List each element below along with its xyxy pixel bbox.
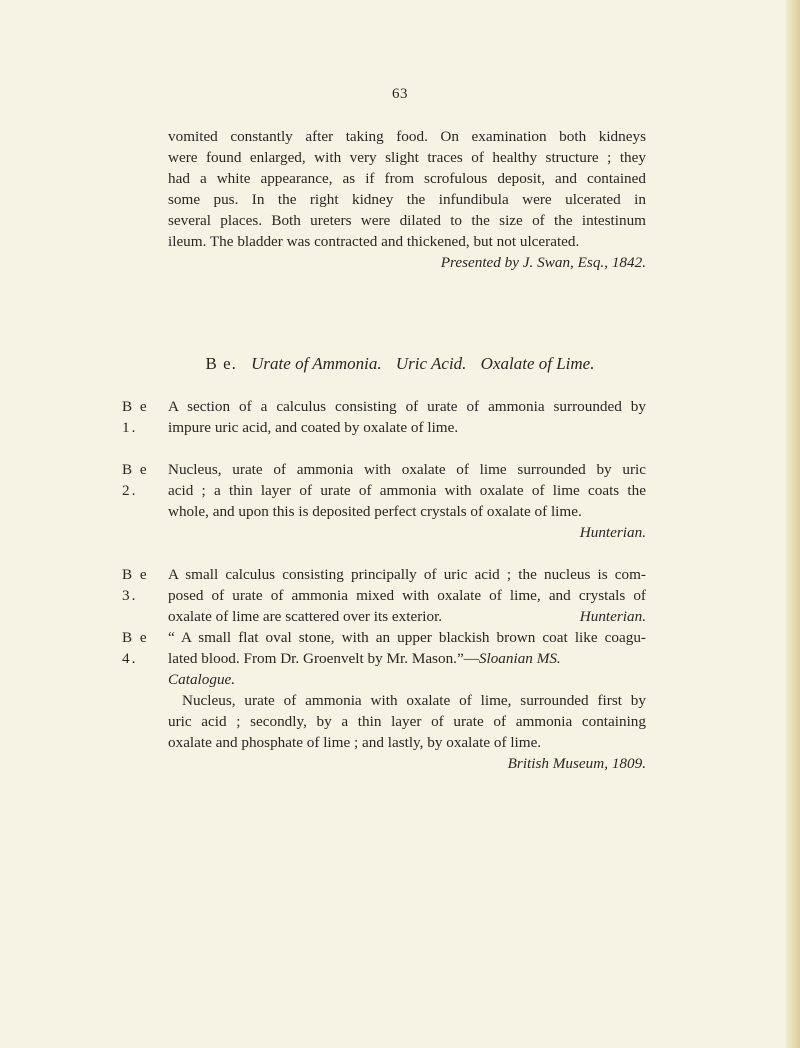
entry-line: posed of urate of ammonia mixed with oxalate of lime, and crystals of [168, 587, 646, 604]
entry-line: whole, and upon this is deposited perfect crystals of oxalate of lime. [168, 503, 582, 520]
catalogue-entry-be1 [122, 396, 646, 438]
intro-line: had a white appearance, as if from scrofulous deposit, and contained [168, 170, 646, 187]
entry-quote-text: lated blood. From Dr. Groenvelt by Mr. Mason.”— [168, 650, 479, 667]
section-heading [0, 353, 800, 375]
intro-line: vomited constantly after taking food. On examination both kidneys [168, 128, 646, 145]
entry-line: oxalate and phosphate of lime ; and lastly, by oxalate of lime. [168, 734, 542, 751]
entry-line: impure uric acid, and coated by oxalate of lime. [168, 419, 459, 436]
entry-source: Hunterian. [579, 608, 646, 625]
intro-attribution: Presented by J. Swan, Esq., 1842. [440, 254, 646, 271]
intro-paragraph [168, 126, 646, 273]
entry-line: “ A small flat oval stone, with an upper blackish brown coat like coagu- [168, 629, 646, 646]
intro-line: several places. Both ureters were dilated to the size of the intestinum [168, 212, 646, 229]
entry-line: acid ; a thin layer of urate of ammonia with oxalate of lime coats the [168, 482, 646, 499]
intro-line: some pus. In the right kidney the infundibula were ulcerated in [168, 191, 646, 208]
section-title-oxalate: Oxalate of Lime. [480, 354, 595, 373]
section-prefix: B e. [205, 354, 237, 373]
entry-text [168, 396, 646, 438]
entry-last-line [168, 606, 646, 627]
catalogue-entry-be2 [122, 459, 646, 543]
intro-line: were found enlarged, with very slight traces of healthy structure ; they [168, 149, 646, 166]
section-title-uric: Uric Acid. [395, 354, 467, 373]
section-title-urate: Urate of Ammonia. [251, 354, 382, 373]
entry-code: B e 3. [122, 566, 149, 604]
entry-quote-source: Sloanian MS. [478, 650, 561, 667]
entry-text [168, 627, 646, 774]
entry-line: Nucleus, urate of ammonia with oxalate of lime surrounded by uric [168, 461, 646, 478]
entry-code: B e 2. [122, 461, 149, 499]
entry-code: B e 1. [122, 398, 149, 436]
entry-line: A section of a calculus consisting of urate of ammonia surrounded by [168, 398, 646, 415]
catalogue-entry-be4 [122, 627, 646, 774]
page-edge [786, 0, 800, 1048]
entry-text [168, 564, 646, 627]
entry-line: oxalate of lime are scattered over its exterior. [168, 608, 443, 625]
page-number: 63 [392, 86, 408, 102]
entry-quote-source-cont: Catalogue. [168, 671, 236, 688]
entry-quote-line [168, 648, 646, 669]
intro-line: ileum. The bladder was contracted and thickened, but not ulcerated. [168, 233, 580, 250]
entry-code: B e 4. [122, 629, 149, 667]
entry-line: A small calculus consisting principally of uric acid ; the nucleus is com- [168, 566, 646, 583]
entry-source: British Museum, 1809. [507, 755, 646, 772]
catalogue-entry-be3 [122, 564, 646, 627]
entry-text [168, 459, 646, 543]
entry-line: uric acid ; secondly, by a thin layer of urate of ammonia containing [168, 713, 646, 730]
entry-source: Hunterian. [579, 524, 646, 541]
entry-line: Nucleus, urate of ammonia with oxalate of lime, surrounded first by [182, 692, 646, 709]
